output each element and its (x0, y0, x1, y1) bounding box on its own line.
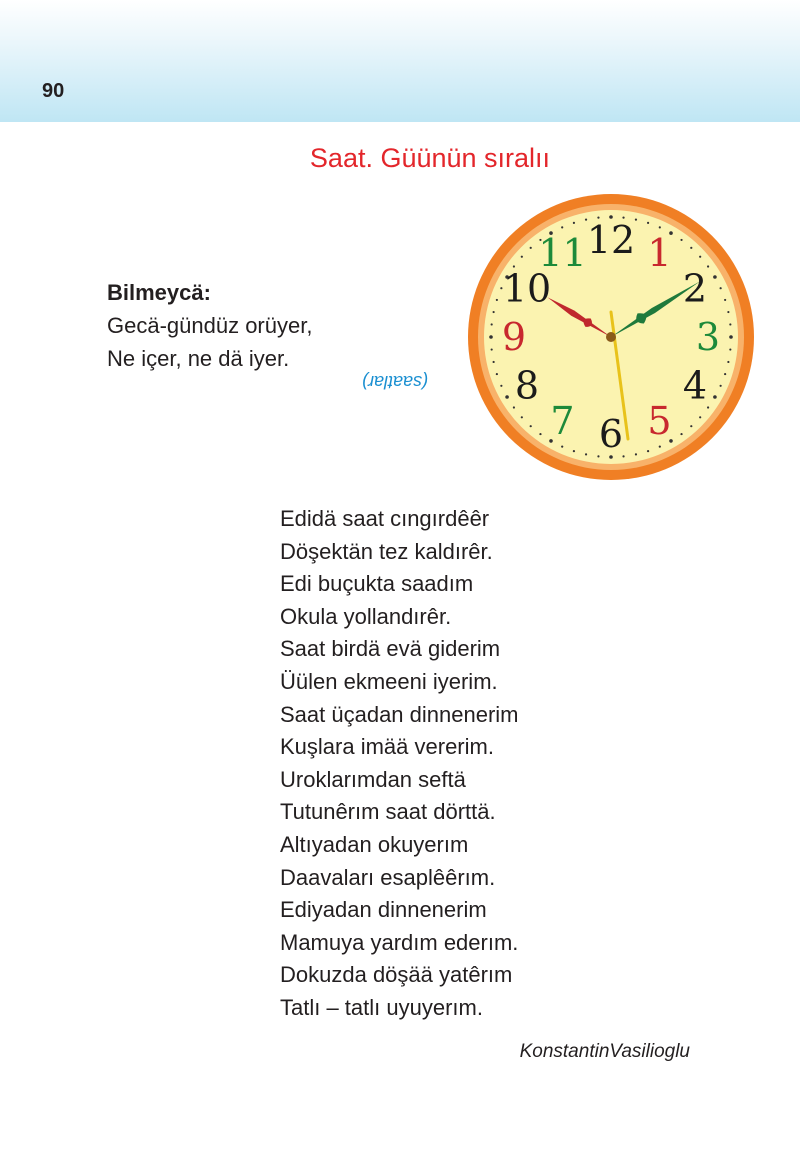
poem-line: Üülen ekmeeni iyerim. (280, 668, 498, 694)
riddle-block (107, 276, 312, 375)
minute-dot (727, 361, 729, 363)
wall-clock-illustration (466, 192, 756, 482)
clock-numeral: 2 (682, 266, 708, 311)
page-number: 90 (42, 80, 65, 102)
minute-dot (491, 323, 493, 325)
poem-author: KonstantinVasilioglu (519, 1041, 690, 1062)
poem-line: Altıyadan okuyerım (280, 831, 469, 857)
clock-numeral: 9 (501, 315, 527, 359)
minute-dot (690, 425, 692, 427)
header-band (0, 0, 800, 122)
minute-dot (521, 416, 523, 418)
minute-dot (530, 247, 532, 249)
poem-line: Döşektän tez kaldırêr. (280, 538, 493, 564)
minute-dot (561, 446, 563, 448)
clock-numeral: 12 (586, 218, 636, 262)
minute-dot (489, 335, 493, 339)
riddle-heading: Bilmeycä: (107, 280, 211, 305)
poem (280, 503, 519, 1025)
minute-dot (496, 373, 498, 375)
poem-line: Saat üçadan dinnenerim (280, 701, 519, 727)
poem-line: Edidä saat cıngırdêêr (280, 506, 490, 531)
minute-dot (707, 406, 709, 408)
clock-numeral: 3 (695, 315, 721, 359)
poem-line: Edi buçukta saadım (280, 571, 474, 597)
minute-dot (493, 361, 495, 363)
poem-line: Kuşlara imää vererim. (280, 734, 494, 760)
clock-numeral: 8 (514, 363, 540, 408)
poem-line: Uroklarımdan seftä (280, 766, 466, 792)
minute-dot (530, 425, 532, 427)
clock-numeral: 6 (598, 412, 624, 456)
minute-dot (561, 226, 563, 228)
minute-dot (720, 287, 722, 289)
clock-numeral: 1 (647, 230, 672, 275)
page-title: Saat. Güünün sıralıı (309, 143, 551, 173)
minute-dot (713, 275, 717, 279)
minute-dot (585, 453, 587, 455)
minute-dot (724, 373, 726, 375)
minute-dot (500, 385, 502, 387)
minute-dot (573, 222, 575, 224)
minute-dot (647, 450, 649, 452)
minute-dot (493, 311, 495, 313)
poem-line: Mamuya yardım ederım. (280, 929, 519, 955)
riddle-line: Gecä-gündüz orüyer, (107, 313, 313, 338)
minute-dot (521, 256, 523, 258)
minute-dot (720, 385, 722, 387)
poem-line: Dokuzda döşää yatêrım (280, 962, 513, 988)
poem-line: Daavaları esaplêêrım. (280, 864, 496, 890)
minute-dot (505, 395, 509, 399)
minute-dot (635, 453, 637, 455)
minute-dot (727, 311, 729, 313)
minute-dot (659, 226, 661, 228)
poem-line: Saat birdä evä giderim (280, 636, 501, 662)
minute-dot (724, 299, 726, 301)
minute-dot (699, 416, 701, 418)
minute-dot (690, 247, 692, 249)
minute-dot (573, 450, 575, 452)
minute-dot (680, 239, 682, 241)
riddle-line: Ne içer, ne dä iyer. (107, 346, 290, 371)
minute-dot (680, 433, 682, 435)
poem-line: Tutunêrım saat dörttä. (280, 799, 496, 825)
clock-numeral: 7 (550, 399, 575, 444)
minute-dot (647, 222, 649, 224)
minute-dot (496, 299, 498, 301)
poem-line: Okula yollandırêr. (280, 603, 452, 629)
minute-dot (729, 348, 731, 350)
minute-dot (539, 433, 541, 435)
minute-dot (699, 256, 701, 258)
minute-dot (729, 335, 733, 339)
poem-line: Ediyadan dinnenerim (280, 897, 487, 923)
minute-dot (491, 348, 493, 350)
riddle-answer-upside-down: (saatlar) (362, 372, 429, 392)
clock-numeral: 11 (538, 230, 587, 275)
clock-numeral: 5 (647, 399, 672, 444)
minute-dot (707, 265, 709, 267)
clock-numeral: 10 (502, 266, 552, 311)
minute-dot (659, 446, 661, 448)
minute-dot (729, 323, 731, 325)
clock-numeral: 4 (682, 363, 708, 408)
poem-line: Tatlı – tatlı uyuyerım. (280, 994, 483, 1020)
minute-dot (713, 395, 717, 399)
